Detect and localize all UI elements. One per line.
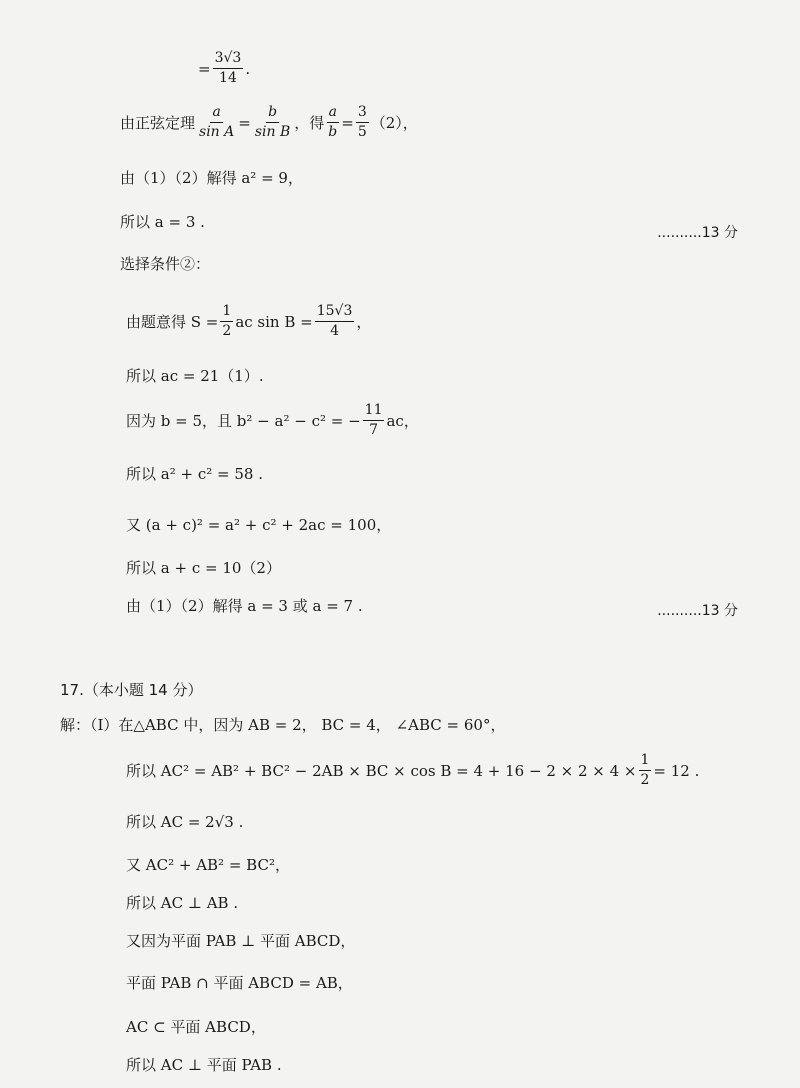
fraction-denominator: b	[328, 124, 338, 140]
text: ac sin B =	[235, 312, 313, 331]
fraction-numerator: 11	[363, 402, 385, 421]
fraction	[220, 303, 233, 340]
line-a-plus-c: 所以 a + c = 10（2）	[126, 559, 281, 577]
text: （2），	[370, 113, 418, 132]
line-sine-law	[120, 104, 418, 141]
text: = 12 .	[653, 761, 700, 780]
line-ac-value: 所以 AC = 2√3 .	[126, 813, 244, 831]
text: 因为 b = 5，且 b² − a² − c² = −	[126, 411, 361, 430]
fraction	[315, 303, 355, 340]
line-area-formula	[126, 303, 371, 340]
text: 所以 AC² = AB² + BC² − 2AB × BC × cos B = 4 + 16 − 2 × 2 × 4 ×	[126, 761, 637, 780]
score-label: ..........13 分	[657, 603, 738, 619]
fraction-numerator: b	[266, 104, 279, 123]
score-label: ..........13 分	[657, 225, 738, 241]
line-triangle-given: 解：（Ⅰ）在△ABC 中，因为 AB = 2， BC = 4， ∠ABC = 60°，	[60, 716, 506, 734]
fraction-denominator: 2	[640, 772, 650, 788]
fraction	[197, 104, 236, 141]
text: ，	[356, 312, 372, 331]
fraction	[213, 50, 244, 87]
fraction-numerator: 3√3	[213, 50, 244, 69]
fraction	[639, 752, 652, 789]
line-plane-perp: 又因为平面 PAB ⊥ 平面 ABCD，	[126, 932, 356, 950]
fraction	[326, 104, 339, 141]
fraction-numerator: 3	[356, 104, 369, 123]
fraction-denominator: sin A	[199, 124, 235, 140]
line-b-equals-5	[126, 402, 419, 439]
equals-sign: =	[341, 113, 354, 132]
line-a-equals-3: 所以 a = 3 .	[120, 213, 205, 231]
line-plane-intersection: 平面 PAB ∩ 平面 ABCD = AB，	[126, 974, 353, 992]
line-pythagoras: 又 AC² + AB² = BC²，	[126, 856, 290, 874]
fraction-numerator: 1	[220, 303, 233, 322]
equals-sign: =	[238, 113, 251, 132]
line-solve-a-squared: 由（1）（2）解得 a² = 9，	[120, 169, 303, 187]
fraction-numerator: a	[327, 104, 339, 123]
text: 由正弦定理	[120, 113, 196, 132]
fraction-numerator: a	[210, 104, 222, 123]
line-law-of-cosines	[126, 752, 699, 789]
fraction	[356, 104, 369, 141]
fraction-denominator: 7	[369, 422, 379, 438]
fraction	[363, 402, 385, 439]
fraction-numerator: 1	[639, 752, 652, 771]
text: ，得	[294, 113, 325, 132]
line-condition-2: 选择条件②：	[120, 255, 211, 273]
fraction-denominator: 4	[330, 323, 339, 339]
line-result-fraction	[198, 50, 250, 87]
fraction-denominator: 14	[219, 70, 237, 86]
line-sum-squares: 所以 a² + c² = 58 .	[126, 465, 263, 483]
text: 由题意得 S =	[126, 312, 219, 331]
line-square-expansion: 又 (a + c)² = a² + c² + 2ac = 100，	[126, 516, 392, 534]
fraction-denominator: sin B	[254, 124, 291, 140]
fraction-denominator: 2	[222, 323, 232, 339]
line-final-a: 由（1）（2）解得 a = 3 或 a = 7 .	[126, 597, 363, 615]
line-ac-subset: AC ⊂ 平面 ABCD，	[126, 1018, 266, 1036]
fraction-denominator: 5	[357, 124, 367, 140]
line-ac-21: 所以 ac = 21（1）.	[126, 367, 264, 385]
fraction	[253, 104, 292, 141]
text: ac，	[386, 411, 419, 430]
equals-sign: =	[198, 59, 211, 78]
line-ac-perp-ab: 所以 AC ⊥ AB .	[126, 894, 239, 912]
line-ac-perp-plane: 所以 AC ⊥ 平面 PAB .	[126, 1056, 282, 1074]
period: .	[245, 59, 251, 78]
problem-heading: 17.（本小题 14 分）	[60, 681, 203, 699]
fraction-numerator: 15√3	[315, 303, 355, 322]
